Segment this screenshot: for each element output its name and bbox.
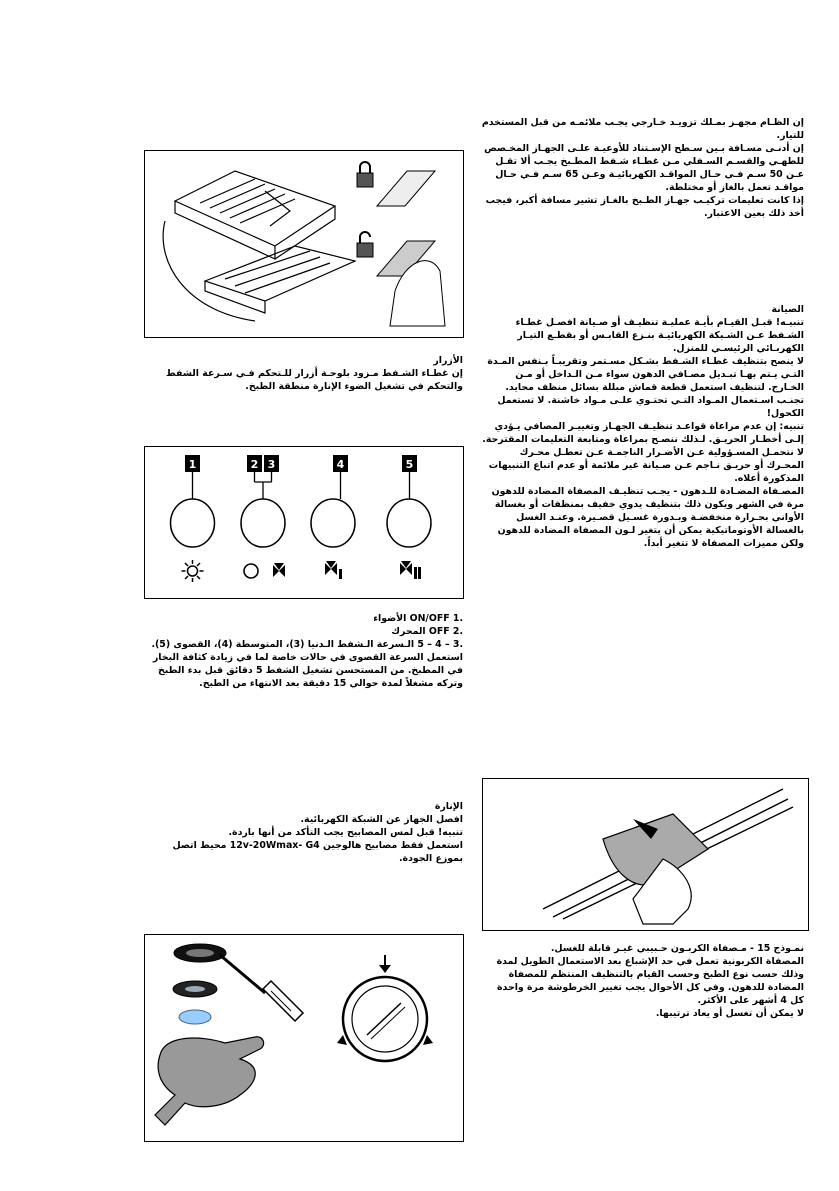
off-icon (244, 564, 258, 578)
lighting-text-block (143, 800, 463, 865)
bulb-replacement-figure (144, 934, 464, 1142)
label-box-4 (333, 455, 348, 472)
paragraph: تنبيه! قبل لمس المصابيح يجب التأكد من أنها باردة. (228, 827, 463, 838)
fan-icon-speed-2 (325, 561, 342, 579)
light-cover-icon (337, 955, 433, 1061)
grease-filter-figure (144, 150, 464, 338)
paragraph: لا نتحمـل المسـؤولية عـن الأضـرار الناجمـة عـن تعطـل محـرك المحـرك أو حريـق نـاجم عـن صـيانة غير ملائمة أو عدم اتباع التنبيهات المذكورة أعلاه. (488, 447, 804, 484)
label-3: 3 (267, 458, 276, 471)
bulb-replacement-illustration (145, 935, 462, 1140)
right-text-block-2 (480, 303, 804, 550)
label-box-5 (402, 455, 417, 472)
right-text-block-3 (480, 942, 804, 1020)
paragraph: إذا كانت تعليمات تركيـب جهـاز الطـبخ بالغـاز تشير مسافة أكبر، فيجب أخذ ذلك بعين الاعتبار. (485, 195, 804, 219)
button-speed-2[interactable] (311, 499, 355, 547)
paragraph: استعمل فقط مصابيح هالوجين 12v-20Wmax- G4 محيط اتصل بموزع الجودة. (172, 840, 463, 864)
charcoal-filter-figure (482, 778, 809, 931)
paragraph: تجنـب اسـتعمال المـواد التـي تحتـوي علـى مـواد خاشنة. لا تستعمل الكحول! (497, 395, 804, 419)
grease-filter-illustration (145, 151, 462, 336)
control-panel-illustration (145, 447, 462, 597)
button-light[interactable] (171, 499, 215, 547)
controls-text-block (143, 354, 463, 393)
list-item: .2 OFF المحرك (391, 626, 463, 637)
list-item: .3 – 4 – 5 الـسرعة الـشفط الـدنيا (3)، المتوسطة (4)، القصوى (5). (151, 639, 463, 650)
paragraph: إن غطـاء الشـفط مـزود بلوحـة أزرار للـتحكم فـي سـرعة الشفط والتحكم في تشغيل الضوء الإنارة منطقة الطبخ. (165, 368, 463, 392)
bulb-icon (182, 560, 204, 582)
paragraph: تنبيه: إن عدم مراعاة قواعـد تنظيـف الجهـاز وتغييـر المصافي يـؤدي إلـى أخطـار الحريـق. لـذلك ننصـح بمراعاة ومتابعة التعليمات المقترحة. (482, 421, 804, 445)
paragraph: تنبيـه! قبـل القيـام بأيـة عمليـة تنظيـف أو صـيانة افصـل غطـاء الشـفط عـن الشـبكة الكهربائيـة بنـزع القابـس أو بقطـع التيـار الكهربـائي الرئيسـي للمنزل. (515, 317, 804, 354)
maintenance-heading: الصيانة (771, 304, 804, 315)
control-panel-figure (144, 446, 464, 599)
fan-icon-speed-1 (273, 563, 285, 577)
label-box-3 (264, 455, 279, 472)
paragraph: نمـوذج 15 - مـصفاة الكربـون حـبيبي غيـر قابلة للغسل. (550, 943, 804, 954)
list-item: استعمل السرعة القصوى في حالات خاصة لما في زيادة كثافة البخار في المطبخ. من المستحسن تشغيل الشفط 5 دقائق قبل بدء الطبخ وتركه مشغلاً لمدة حوالي 15 دقيقة بعد الانتهاء من الطبخ. (152, 652, 463, 689)
list-item: .1 ON/OFF الأضواء (373, 613, 463, 624)
lock-closed-icon (357, 162, 373, 187)
label-1: 1 (188, 458, 197, 471)
lighting-heading: الإنارة (434, 801, 463, 812)
label-box-2 (247, 455, 262, 472)
button-speed-3[interactable] (387, 499, 431, 547)
label-5: 5 (405, 458, 414, 471)
label-box-1 (185, 455, 200, 472)
fan-icon-speed-3 (400, 561, 421, 579)
label-4: 4 (336, 458, 345, 471)
controls-heading: الأزرار (433, 355, 463, 366)
paragraph: إن الظـام مجهـز بمـلك تزويـد خـارجي يجـب ملائمـه من قبل المستخدم للتيار. (481, 117, 804, 141)
charcoal-filter-illustration (483, 779, 807, 929)
paragraph: افصل الجهاز عن الشبكة الكهربائية. (300, 814, 463, 825)
paragraph: المصفاة الكربونية تعمل في حد الإشباع بعد الاستعمال الطويل لمدة وذلك حسب نوع الطبخ وحسب القيام بالتنظيف المنتظم للمصفاة المضادة للدهون. وفي كل الأحوال يجب تغيير الخرطوشة مرة واحدة كل 4 أشهر على الأكثر. (496, 956, 804, 1006)
paragraph: إن أدنـى مسـافة بـين سـطح الإسـتناد للأوعيـة علـى الجهـاز المخـصص للطهـي والقسـم السـفلي مـن غطـاء شـفط المطـبخ يجـب ألا تقـل عـن 50 سـم فـي حـال المواقـد الكهربائيـة وعـن 65 سـم فـي حـال مواقـد تعمل بالغاز أو مختلطة. (484, 143, 804, 193)
paragraph: المصـفاة المضـادة للـدهون - يجـب تنظيـف المصفاة المضادة للدهون مرة في الشهر ويكون ذلك بتنظيف يدوي خفيف بمنظفات أو بغسالة الأواني بحـرارة منخفضـة وبـدورة غسـيل قصـيرة. وعنـد الغسل بالغسالة الأوتوماتيكية يمكن أن يتغير لـون المصفاة المضادة للدهون ولكن مميزات المصفاة لا تتغير أبداً. (491, 486, 804, 549)
button-off[interactable] (241, 499, 285, 547)
lock-open-icon (357, 232, 373, 257)
controls-list (143, 612, 463, 690)
right-text-block-1 (480, 116, 804, 220)
paragraph: لا يمكن أن تغسل أو يعاد ترتيبها. (655, 1008, 804, 1019)
label-2: 2 (250, 458, 259, 471)
paragraph: لا ينصح بتنظيف غطـاء الشـفط بشـكل مسـتمر وتقريبـاً بـنفس المـدة التـي يـتم بهـا تبـديل مصـافي الدهون سواء مـن الـداخل أو مـن الخـارج. لتنظيف استعمل قطعة قماش مبللة بسائل منظف محايد. (487, 356, 804, 393)
